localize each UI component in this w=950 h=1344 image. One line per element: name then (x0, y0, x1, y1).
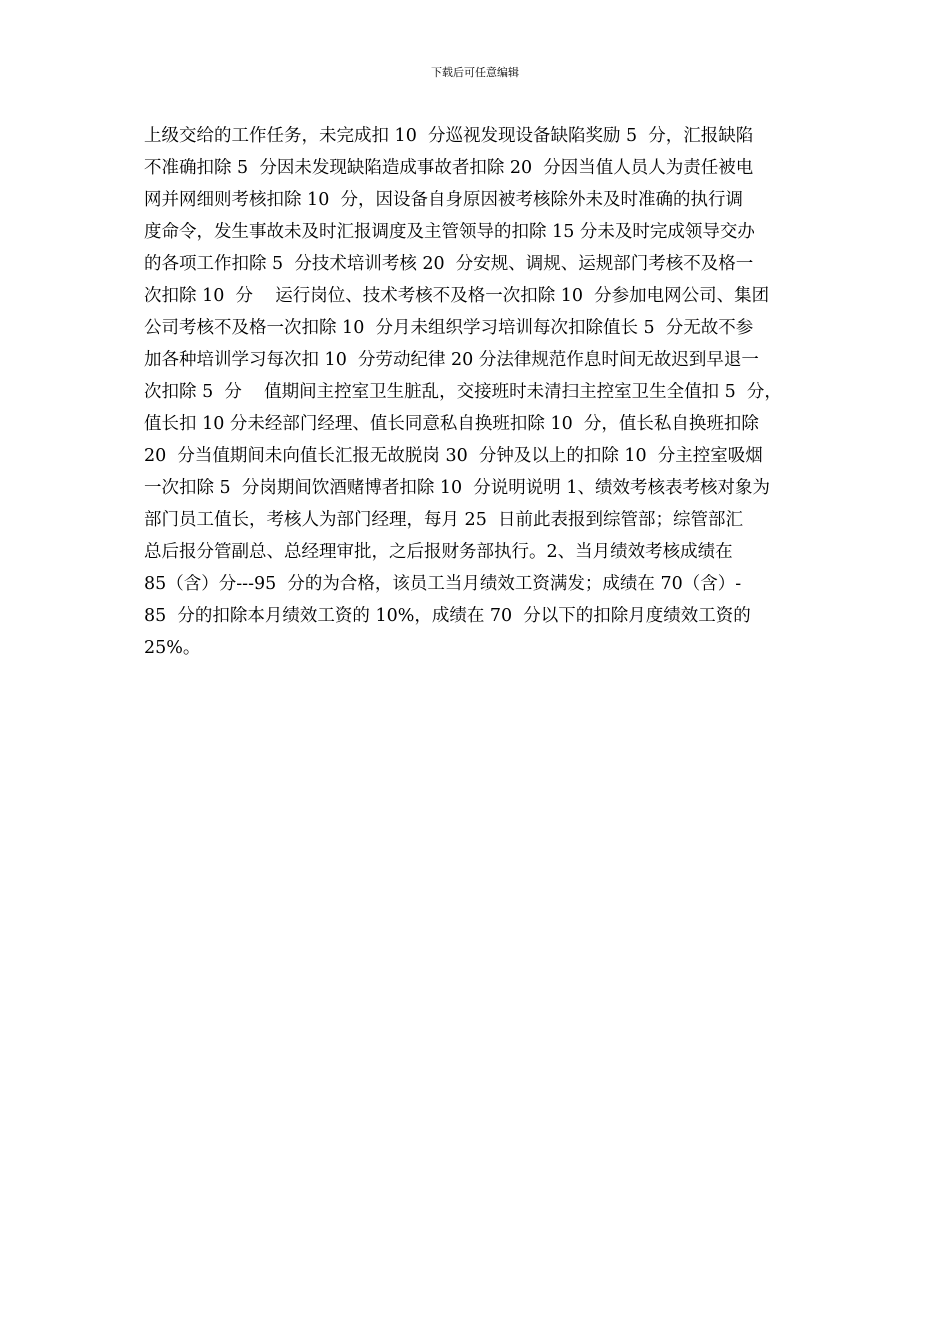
text-line: 不准确扣除 5 分因未发现缺陷造成事故者扣除 20 分因当值人员人为责任被电 (144, 158, 754, 178)
text-line: 20 分当值期间未向值长汇报无故脱岗 30 分钟及以上的扣除 10 分主控室吸烟 (144, 446, 763, 466)
text-line: 次扣除 5 分 值期间主控室卫生脏乱，交接班时未清扫主控室卫生全值扣 5 分， (144, 382, 782, 402)
text-line: 85 分的扣除本月绩效工资的 10%，成绩在 70 分以下的扣除月度绩效工资的 (144, 606, 751, 626)
page-header: 下载后可任意编辑 (431, 66, 519, 79)
text-line: 的各项工作扣除 5 分技术培训考核 20 分安规、调规、运规部门考核不及格一 (144, 254, 754, 274)
text-line: 次扣除 10 分 运行岗位、技术考核不及格一次扣除 10 分参加电网公司、集团 (144, 286, 770, 306)
text-line: 值长扣 10 分未经部门经理、值长同意私自换班扣除 10 分，值长私自换班扣除 (144, 414, 759, 434)
text-line: 25%。 (144, 638, 201, 658)
text-line: 度命令，发生事故未及时汇报调度及主管领导的扣除 15 分未及时完成领导交办 (144, 222, 755, 242)
text-line: 网并网细则考核扣除 10 分，因设备自身原因被考核除外未及时准确的执行调 (144, 190, 743, 210)
text-line: 一次扣除 5 分岗期间饮酒赌博者扣除 10 分说明说明 1、绩效考核表考核对象为 (144, 478, 770, 498)
text-line: 加各种培训学习每次扣 10 分劳动纪律 20 分法律规范作息时间无故迟到早退一 (144, 350, 759, 370)
text-line: 公司考核不及格一次扣除 10 分月未组织学习培训每次扣除值长 5 分无故不参 (144, 318, 754, 338)
text-line: 部门员工值长，考核人为部门经理，每月 25 日前此表报到综管部；综管部汇 (144, 510, 743, 530)
text-line: 上级交给的工作任务，未完成扣 10 分巡视发现设备缺陷奖励 5 分，汇报缺陷 (144, 126, 754, 146)
text-line: 85（含）分---95 分的为合格，该员工当月绩效工资满发；成绩在 70（含）- (144, 574, 742, 594)
body-paragraph (144, 120, 816, 664)
text-line: 总后报分管副总、总经理审批，之后报财务部执行。2、当月绩效考核成绩在 (144, 542, 733, 562)
